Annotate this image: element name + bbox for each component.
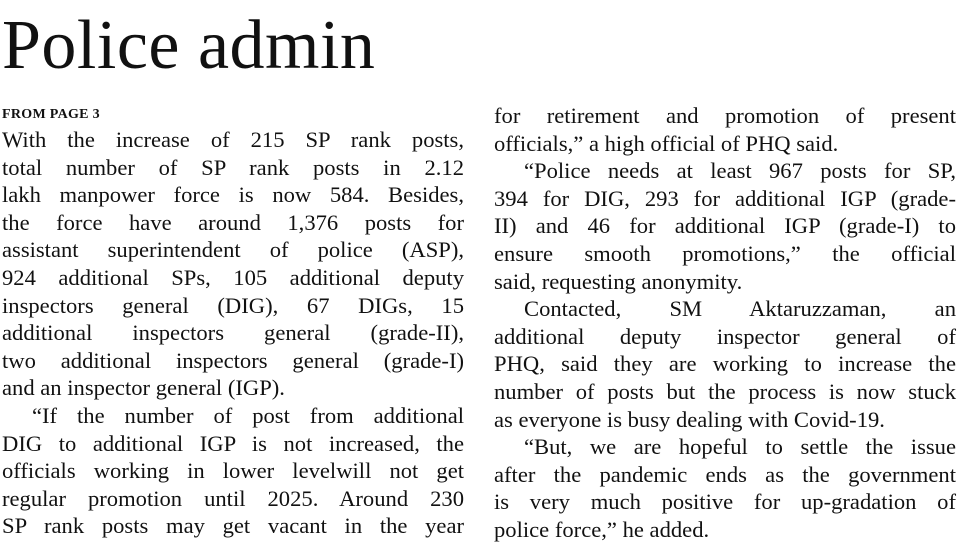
right-column-text (494, 102, 956, 544)
text-line: Contacted, SM Aktaruzzaman, an (524, 296, 956, 322)
text-line: for retirement and promotion of present (494, 103, 956, 128)
text-line: two additional inspectors general (grade-I) (2, 347, 464, 373)
text-line: 924 additional SPs, 105 additional deputy (2, 264, 464, 290)
text-line: officials,” a high official of PHQ said. (494, 130, 839, 156)
text-line: officials working in lower levelwill not get (2, 458, 464, 484)
text-line: II) and 46 for additional IGP (grade-I) to (494, 213, 956, 239)
article-column-right (494, 102, 956, 544)
text-line: inspectors general (DIG), 67 DIGs, 15 (2, 292, 464, 318)
left-column-text (2, 126, 464, 540)
jump-line: FROM PAGE 3 (2, 107, 100, 122)
text-line: the force have around 1,376 posts for (2, 209, 464, 235)
text-line: lakh manpower force is now 584. Besides, (2, 182, 464, 208)
text-line: as everyone is busy dealing with Covid-19. (494, 406, 885, 432)
text-line: total number of SP rank posts in 2.12 (2, 154, 464, 180)
text-line: and an inspector general (IGP). (2, 375, 285, 401)
text-line: additional inspectors general (grade-II), (2, 320, 464, 346)
text-line: additional deputy inspector general of (494, 323, 956, 349)
text-line: PHQ, said they are working to increase the (494, 351, 956, 377)
text-line: number of posts but the process is now stuck (494, 378, 956, 404)
text-line: SP rank posts may get vacant in the year (2, 513, 464, 539)
text-line: after the pandemic ends as the government (494, 461, 956, 487)
text-line: 394 for DIG, 293 for additional IGP (grade- (494, 185, 956, 211)
headline: Police admin (2, 7, 376, 84)
text-line: is very much positive for up-gradation of (494, 489, 956, 515)
text-line: assistant superintendent of police (ASP), (2, 237, 464, 263)
text-line: DIG to additional IGP is not increased, the (2, 430, 464, 456)
text-line: “But, we are hopeful to settle the issue (524, 434, 956, 460)
text-line: “Police needs at least 967 posts for SP, (524, 158, 956, 184)
text-line: With the increase of 215 SP rank posts, (2, 127, 464, 152)
text-line: “If the number of post from additional (32, 402, 464, 428)
text-line: police force,” he added. (494, 516, 710, 542)
text-line: ensure smooth promotions,” the official (494, 240, 956, 266)
text-line: said, requesting anonymity. (494, 268, 743, 294)
article-column-left (2, 104, 464, 540)
text-line: regular promotion until 2025. Around 230 (2, 485, 464, 511)
